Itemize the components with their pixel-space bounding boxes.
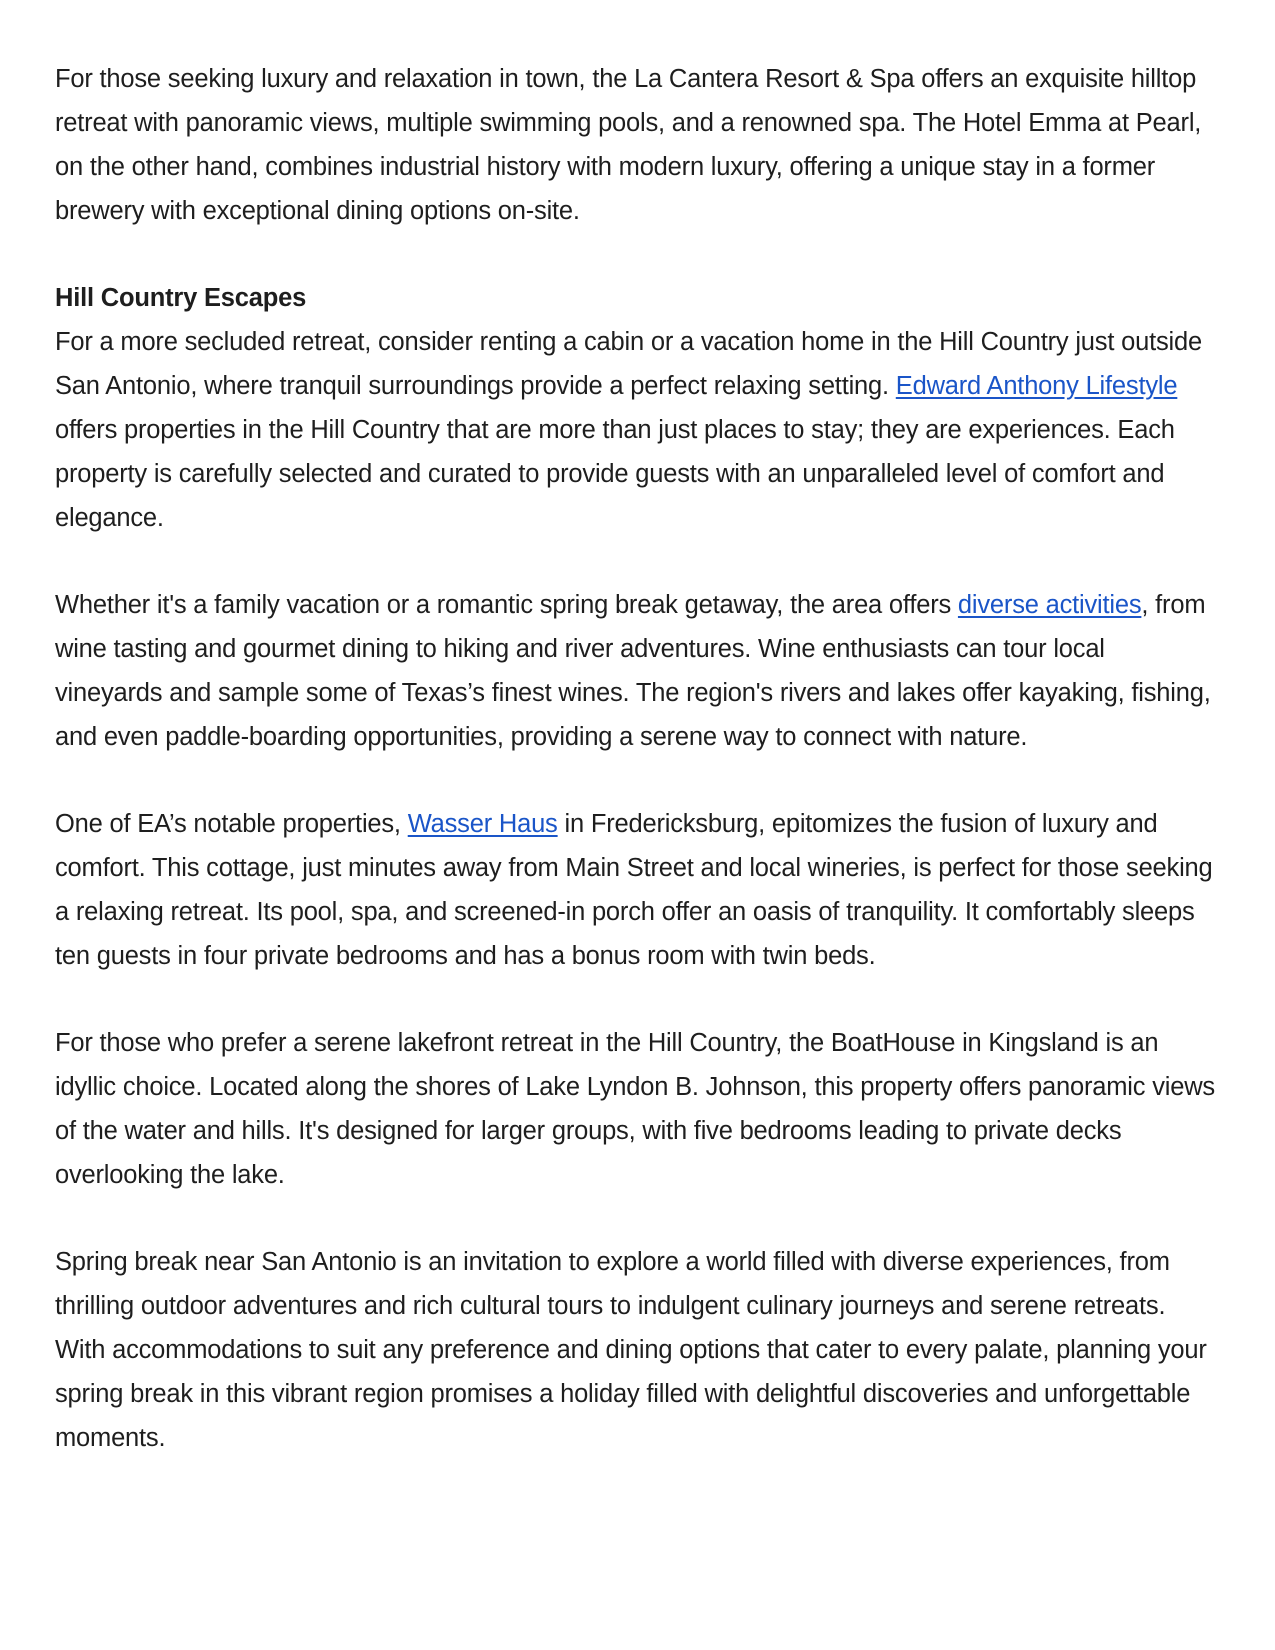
paragraph-wasser-haus [55,802,1215,978]
edward-anthony-lifestyle-link[interactable]: Edward Anthony Lifestyle [895,372,1178,400]
paragraph-conclusion: Spring break near San Antonio is an invitation to explore a world filled with diverse experiences, from thrilling outdoor adventures and rich cultural tours to indulgent culinary journeys and serene retreats. With accommodations to suit any preference and dining options that cater to every palate, planning your spring break in this vibrant region promises a holiday filled with delightful discoveries and unforgettable moments. [55,1248,1207,1452]
paragraph-text: For a more secluded retreat, consider renting a cabin or a vacation home in the Hill Country just outside San Antonio, where tranquil surroundings provide a perfect relaxing setting. [55,328,1202,400]
paragraph-activities [55,583,1215,759]
paragraph-text: One of EA’s notable properties, [55,810,408,838]
paragraph-text: offers properties in the Hill Country that are more than just places to stay; they are experiences. Each property is carefully selected and curated to provide guests with an unparalleled level of comfort and elegance. [55,416,1175,532]
wasser-haus-link[interactable]: Wasser Haus [407,810,558,838]
paragraph-text: Whether it's a family vacation or a romantic spring break getaway, the area offers [55,591,958,619]
paragraph-text: , from wine tasting and gourmet dining to hiking and river adventures. Wine enthusiasts can tour local vineyards and sample some of Texas’s finest wines. The region's rivers and lakes offer kayaking, fishing, and even paddle-boarding opportunities, providing a serene way to connect with nature. [55,591,1211,751]
section-heading-hill-country: Hill Country Escapes [55,284,307,312]
paragraph-hotels-in-town: For those seeking luxury and relaxation in town, the La Cantera Resort & Spa offers an exquisite hilltop retreat with panoramic views, multiple swimming pools, and a renowned spa. The Hotel Emma at Pearl, on the other hand, combines industrial history with modern luxury, offering a unique stay in a former brewery with exceptional dining options on-site. [55,65,1202,225]
diverse-activities-link[interactable]: diverse activities [957,591,1142,619]
document-body [55,57,1215,1460]
paragraph-text: in Fredericksburg, epitomizes the fusion of luxury and comfort. This cottage, just minutes away from Main Street and local wineries, is perfect for those seeking a relaxing retreat. Its pool, spa, and screened-in porch offer an oasis of tranquility. It comfortably sleeps ten guests in four private bedrooms and has a bonus room with twin beds. [55,810,1213,970]
paragraph-boathouse: For those who prefer a serene lakefront retreat in the Hill Country, the BoatHouse in Kingsland is an idyllic choice. Located along the shores of Lake Lyndon B. Johnson, this property offers panoramic views of the water and hills. It's designed for larger groups, with five bedrooms leading to private decks overlooking the lake. [55,1029,1215,1189]
paragraph-hill-country-rentals [55,320,1215,540]
